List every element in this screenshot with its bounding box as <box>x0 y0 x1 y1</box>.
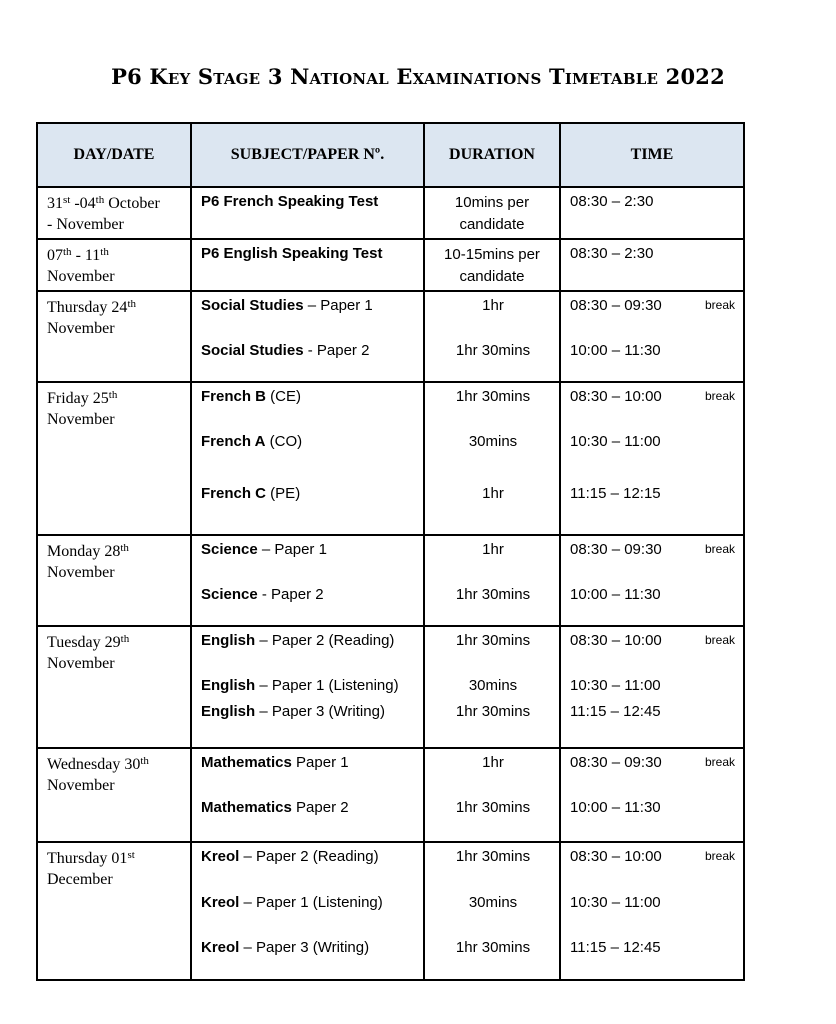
break-label: break <box>704 298 735 312</box>
time-cell: 08:30 – 09:30 break 10:00 – 11:30 <box>560 748 744 842</box>
duration-cell: 1hr 30mins 30mins 1hr 30mins <box>424 626 560 748</box>
time-cell: 08:30 – 09:30 break 10:00 – 11:30 <box>560 535 744 626</box>
date-cell: Monday 28th November <box>37 535 191 626</box>
duration-cell: 1hr 1hr 30mins <box>424 535 560 626</box>
time-cell: 08:30 – 2:30 <box>560 187 744 239</box>
break-label: break <box>704 542 735 556</box>
break-label: break <box>704 849 735 863</box>
subject-name: P6 French Speaking Test <box>201 193 379 210</box>
time-cell: 08:30 – 2:30 <box>560 239 744 291</box>
header-duration: DURATION <box>424 123 560 187</box>
subject-name: P6 English Speaking Test <box>201 245 383 262</box>
duration-cell: 1hr 30mins 30mins 1hr <box>424 382 560 535</box>
break-label: break <box>704 755 735 769</box>
subject-cell: Mathematics Paper 1 Mathematics Paper 2 <box>191 748 424 842</box>
duration-cell: 1hr 1hr 30mins <box>424 291 560 382</box>
time-cell: 08:30 – 10:00 break 10:30 – 11:00 11:15 – 12:15 <box>560 382 744 535</box>
date-cell: 31st -04th October - November <box>37 187 191 239</box>
date-cell: Thursday 01st December <box>37 842 191 980</box>
table-header-row <box>37 123 744 187</box>
table-row <box>37 842 744 980</box>
time-cell: 08:30 – 10:00 break 10:30 – 11:00 11:15 – 12:45 <box>560 842 744 980</box>
table-row <box>37 187 744 239</box>
date-cell: 07th - 11th November <box>37 239 191 291</box>
duration-cell: 10mins per candidate <box>424 187 560 239</box>
header-time: TIME <box>560 123 744 187</box>
date-cell: Thursday 24th November <box>37 291 191 382</box>
table-row <box>37 535 744 626</box>
break-label: break <box>704 389 735 403</box>
date-cell: Wednesday 30th November <box>37 748 191 842</box>
subject-cell: Science – Paper 1 Science - Paper 2 <box>191 535 424 626</box>
subject-cell: French B (CE) French A (CO) French C (PE) <box>191 382 424 535</box>
subject-cell: English – Paper 2 (Reading) English – Paper 1 (Listening) English – Paper 3 (Writing) <box>191 626 424 748</box>
subject-cell <box>191 187 424 239</box>
table-row <box>37 626 744 748</box>
table-row <box>37 291 744 382</box>
subject-cell <box>191 239 424 291</box>
exam-timetable <box>36 122 745 981</box>
header-subject: SUBJECT/PAPER Nº. <box>191 123 424 187</box>
date-cell: Friday 25th November <box>37 382 191 535</box>
time-cell: 08:30 – 10:00 break 10:30 – 11:00 11:15 – 12:45 <box>560 626 744 748</box>
header-day-date: DAY/DATE <box>37 123 191 187</box>
break-label: break <box>704 633 735 647</box>
table-row <box>37 748 744 842</box>
page-title: P6 Key Stage 3 National Examinations Timetable 2022 <box>111 64 725 89</box>
subject-cell: Social Studies – Paper 1 Social Studies - Paper 2 <box>191 291 424 382</box>
table-row <box>37 382 744 535</box>
table-row <box>37 239 744 291</box>
duration-cell: 10-15mins per candidate <box>424 239 560 291</box>
date-cell: Tuesday 29th November <box>37 626 191 748</box>
time-cell: 08:30 – 09:30 break 10:00 – 11:30 <box>560 291 744 382</box>
duration-cell: 1hr 30mins 30mins 1hr 30mins <box>424 842 560 980</box>
duration-cell: 1hr 1hr 30mins <box>424 748 560 842</box>
subject-cell: Kreol – Paper 2 (Reading) Kreol – Paper 1 (Listening) Kreol – Paper 3 (Writing) <box>191 842 424 980</box>
